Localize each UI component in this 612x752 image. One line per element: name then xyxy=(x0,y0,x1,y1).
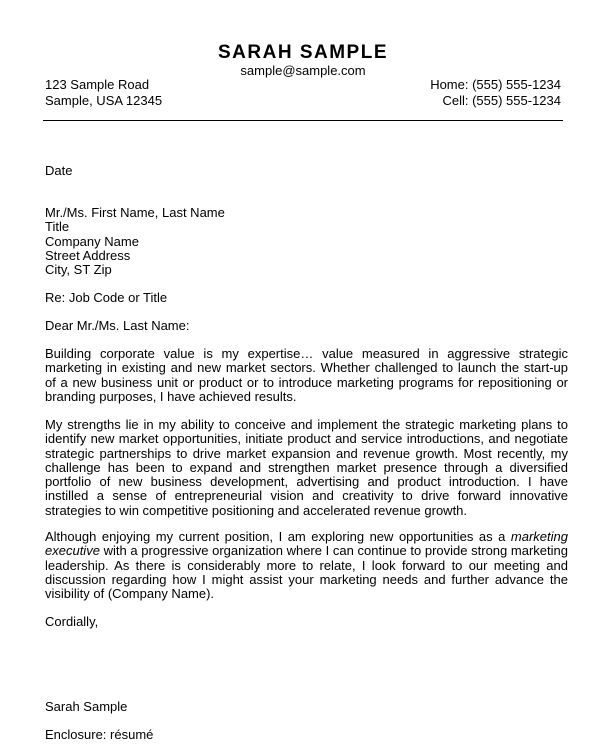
paragraph-2: My strengths lie in my ability to conceive and implement the strategic marketing plans to identify new market opportunities, initiate product and service introductions, and negotiate strategic partnerships to drive market expansion and revenue growth. Most recently, my challenge has been to expand and strengthen market presence through a diversified portfolio of new business development, advertising and product introduction. I have instilled a sense of entrepreneurial vision and creativity to drive forward innovative strategies to win competitive positioning and accelerated revenue growth. xyxy=(45,417,568,518)
recipient-block xyxy=(45,206,568,277)
enclosure-line: Enclosure: résumé xyxy=(45,727,154,742)
home-phone: Home: (555) 555-1234 xyxy=(430,77,561,92)
letter-date: Date xyxy=(45,163,73,178)
paragraph-3-emphasis: marketing executive xyxy=(45,529,568,559)
cell-phone: Cell: (555) 555-1234 xyxy=(442,92,561,108)
paragraph-3-text-start: Although enjoying my current position, I am exploring new opportunities as a xyxy=(45,529,511,544)
recipient-title: Title xyxy=(45,219,70,235)
recipient-city: City, ST Zip xyxy=(45,262,112,278)
salutation: Dear Mr./Ms. Last Name: xyxy=(45,318,190,333)
sender-address xyxy=(45,77,162,108)
address-line-1: 123 Sample Road xyxy=(45,77,150,92)
sender-email: sample@sample.com xyxy=(240,63,366,78)
recipient-street: Street Address xyxy=(45,247,131,263)
signature-name: Sarah Sample xyxy=(45,699,128,714)
paragraph-1: Building corporate value is my expertise… value measured in aggressive strategic marketing in existing and new market sectors. Whether challenged to launch the start-up of a new business unit or product or to introduce marketing programs for repositioning or branding purposes, I have achieved results. xyxy=(45,346,568,404)
sender-phones xyxy=(430,77,561,108)
address-line-2: Sample, USA 12345 xyxy=(45,92,163,108)
sender-name: SARAH SAMPLE xyxy=(217,42,388,63)
closing: Cordially, xyxy=(45,614,99,629)
header-divider xyxy=(43,120,563,121)
recipient-name: Mr./Ms. First Name, Last Name xyxy=(45,205,225,220)
paragraph-3 xyxy=(45,530,568,601)
recipient-company: Company Name xyxy=(45,233,139,249)
paragraph-3-text-end: with a progressive organization where I can continue to provide strong marketing leadership. As there is considerably more to relate, I look forward to our meeting and discussion regarding how I might assist your marketing needs and further advance the visibility of (Company Name). xyxy=(45,543,568,602)
re-line: Re: Job Code or Title xyxy=(45,290,168,305)
